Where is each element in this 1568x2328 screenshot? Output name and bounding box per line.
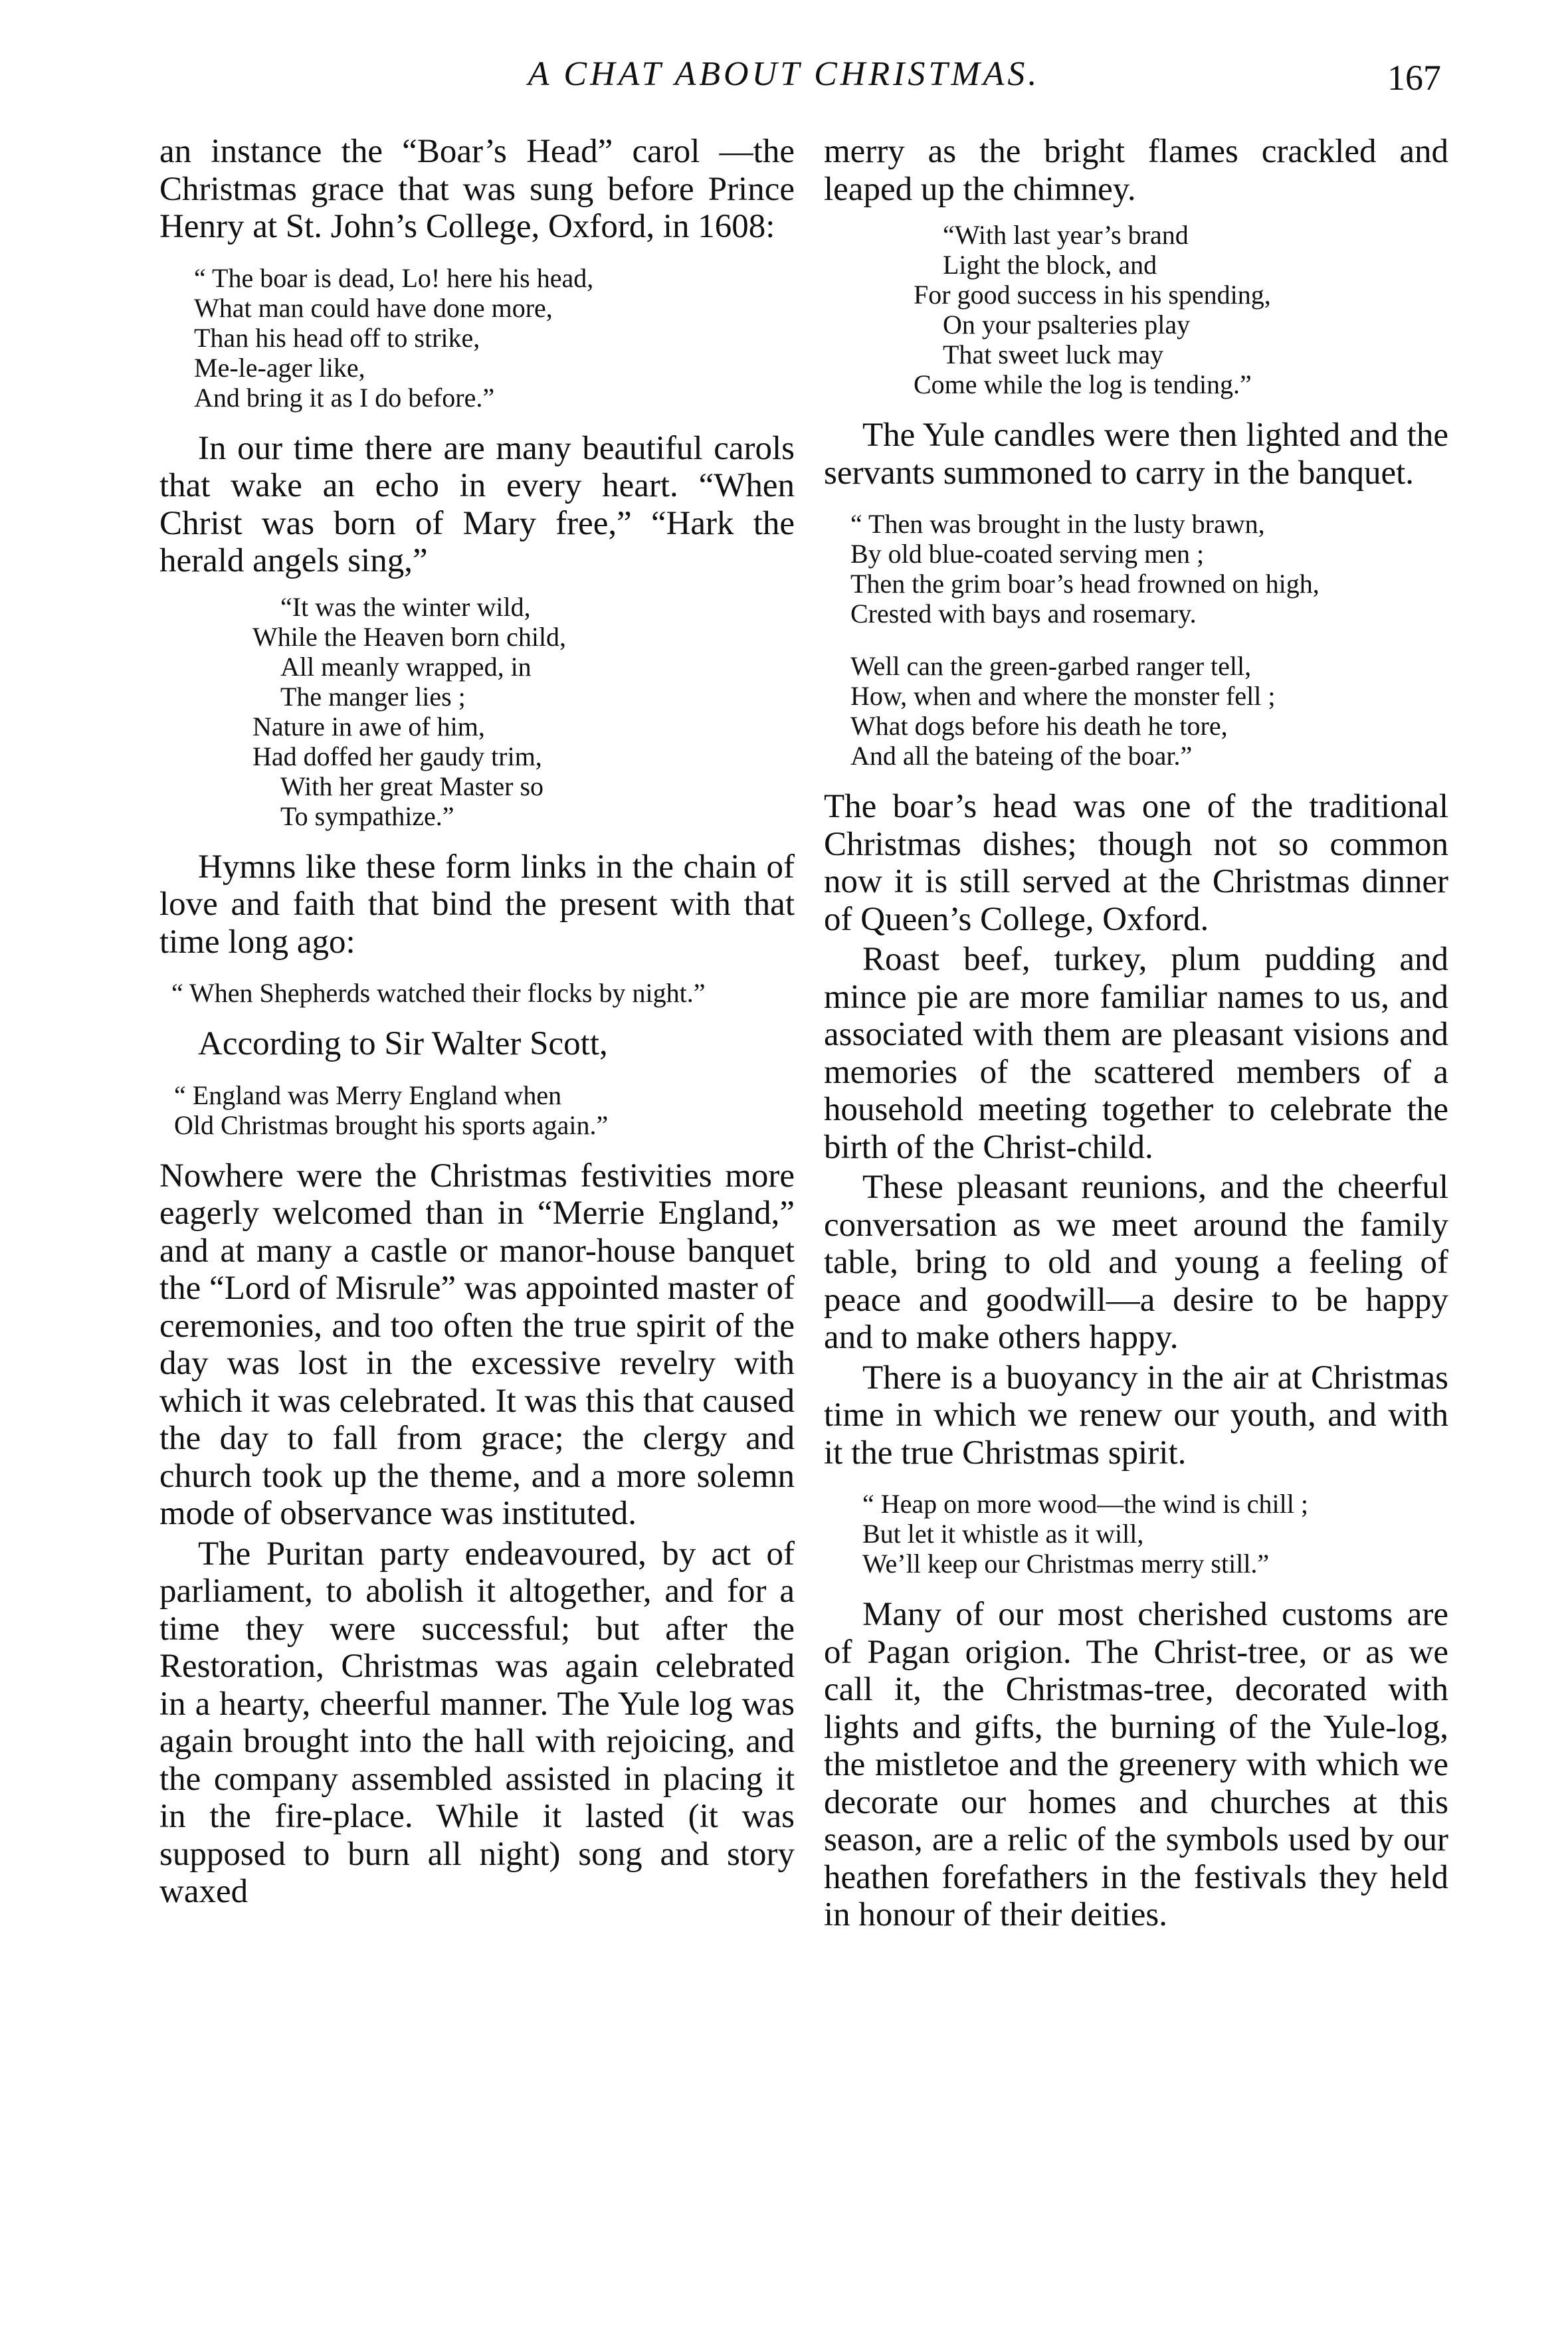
poem-line: “With last year’s brand: [943, 220, 1189, 250]
paragraph: These pleasant reunions, and the cheerful conversation as we meet around the family table, bring to old and young a feeling of peace and goodwill—a desire to be happy and to make others happy.: [824, 1169, 1448, 1356]
poem-line: How, when and where the monster fell ;: [850, 681, 1276, 711]
poem-line: But let it whistle as it will,: [862, 1519, 1144, 1549]
paragraph: The Yule candles were then lighted and the servants summoned to carry in the banquet.: [824, 417, 1448, 492]
page-number: 167: [1387, 58, 1441, 98]
poem-line: All meanly wrapped, in: [280, 651, 532, 682]
poem-line: “ England was Merry England when: [174, 1080, 562, 1110]
poem-brawn: [850, 509, 1448, 771]
poem-line: Me-le-ager like,: [194, 352, 365, 383]
paragraph: The boar’s head was one of the traditional Christmas dishes; though not so common now it is still served at the Christmas dinner of Queen’s College, Oxford.: [824, 788, 1448, 938]
poem-line: Come while the log is tending.”: [914, 369, 1252, 399]
poem-line: On your psalteries play: [943, 310, 1191, 340]
poem-line: Light the block, and: [943, 250, 1157, 280]
paragraph: In our time there are many beautiful carols that wake an echo in every heart. “When Christ was born of Mary free,” “Hark the herald angels sing,”: [159, 429, 795, 579]
poem-line: While the Heaven born child,: [252, 621, 567, 652]
quote-line: “ When Shepherds watched their flocks by night.”: [171, 978, 706, 1008]
paragraph: There is a buoyancy in the air at Christmas time in which we renew our youth, and with it the true Christmas spirit.: [824, 1359, 1448, 1472]
poem-line: “ Then was brought in the lusty brawn,: [850, 509, 1265, 539]
poem-line: “It was the winter wild,: [280, 591, 531, 622]
poem-line: By old blue-coated serving men ;: [850, 539, 1205, 569]
paragraph: merry as the bright flames crackled and leaped up the chimney.: [824, 133, 1448, 208]
poem-boars-head: [194, 263, 795, 413]
paragraph: Many of our most cherished customs are of Pagan origion. The Christ-tree, or as we call it, the Christmas-tree, decorated with lights and gifts, the burning of the Yule-log, the mistletoe and the greenery with which we decorate our homes and churches at this season, are a relic of the symbols used by our heathen forefathers in the festivals they held in honour of their deities.: [824, 1596, 1448, 1933]
page-header: [0, 54, 1568, 114]
quote-shepherds: [171, 978, 795, 1008]
poem-line: The manger lies ;: [280, 681, 466, 712]
poem-line: Had doffed her gaudy trim,: [252, 741, 542, 771]
poem-line: And all the bateing of the boar.”: [850, 741, 1193, 771]
poem-line: With her great Master so: [280, 771, 544, 801]
poem-line: Crested with bays and rosemary.: [850, 599, 1197, 629]
poem-line: Old Christmas brought his sports again.”: [174, 1110, 609, 1140]
poem-winter-wild: [252, 592, 795, 831]
poem-line: That sweet luck may: [943, 340, 1164, 369]
right-column: [824, 133, 1448, 1934]
poem-line: And bring it as I do before.”: [194, 382, 495, 413]
poem-line: Nature in awe of him,: [252, 711, 485, 741]
poem-line: “ Heap on more wood—the wind is chill ;: [862, 1489, 1308, 1519]
poem-line: To sympathize.”: [280, 801, 454, 831]
paragraph: an instance the “Boar’s Head” carol —the Christmas grace that was sung before Prince Henry at St. John’s College, Oxford, in 1608:: [159, 133, 795, 245]
paragraph: Roast beef, turkey, plum pudding and mince pie are more familiar names to us, and associated with them are pleasant visions and memories of the scattered members of a household meeting together to celebrate the birth of the Christ-child.: [824, 941, 1448, 1166]
poem-line: “ The boar is dead, Lo! here his head,: [194, 262, 594, 293]
poem-heap-wood: [862, 1489, 1448, 1579]
poem-line: Than his head off to strike,: [194, 322, 480, 353]
poem-line: What man could have done more,: [194, 292, 553, 323]
poem-line: What dogs before his death he tore,: [850, 711, 1228, 741]
poem-line: Well can the green-garbed ranger tell,: [850, 651, 1252, 681]
poem-line: We’ll keep our Christmas merry still.”: [862, 1549, 1270, 1579]
running-title: A CHAT ABOUT CHRISTMAS.: [528, 55, 1040, 93]
paragraph: The Puritan party endeavoured, by act of parliament, to abolish it altogether, and for a time they were successful; but after the Restoration, Christmas was again celebrated in a hearty, cheerful manner. The Yule log was again brought into the hall with rejoicing, and the company assembled assisted in placing it in the fire-place. While it lasted (it was supposed to burn all night) song and story waxed: [159, 1535, 795, 1910]
poem-line: Then the grim boar’s head frowned on high,: [850, 569, 1320, 599]
paragraph: According to Sir Walter Scott,: [198, 1025, 608, 1062]
poem-yule-brand: [914, 220, 1448, 399]
paragraph: Hymns like these form links in the chain of love and faith that bind the present with that time long ago:: [159, 848, 795, 961]
left-column: [159, 133, 795, 1911]
poem-scott: [174, 1080, 795, 1140]
paragraph: Nowhere were the Christmas festivities more eagerly welcomed than in “Merrie England,” and at many a castle or manor-house banquet the “Lord of Misrule” was appointed master of ceremonies, and too often the true spirit of the day was lost in the excessive revelry with which it was celebrated. It was this that caused the day to fall from grace; the clergy and church took up the theme, and a more solemn mode of observance was instituted.: [159, 1157, 795, 1532]
poem-line: For good success in his spending,: [914, 280, 1271, 310]
